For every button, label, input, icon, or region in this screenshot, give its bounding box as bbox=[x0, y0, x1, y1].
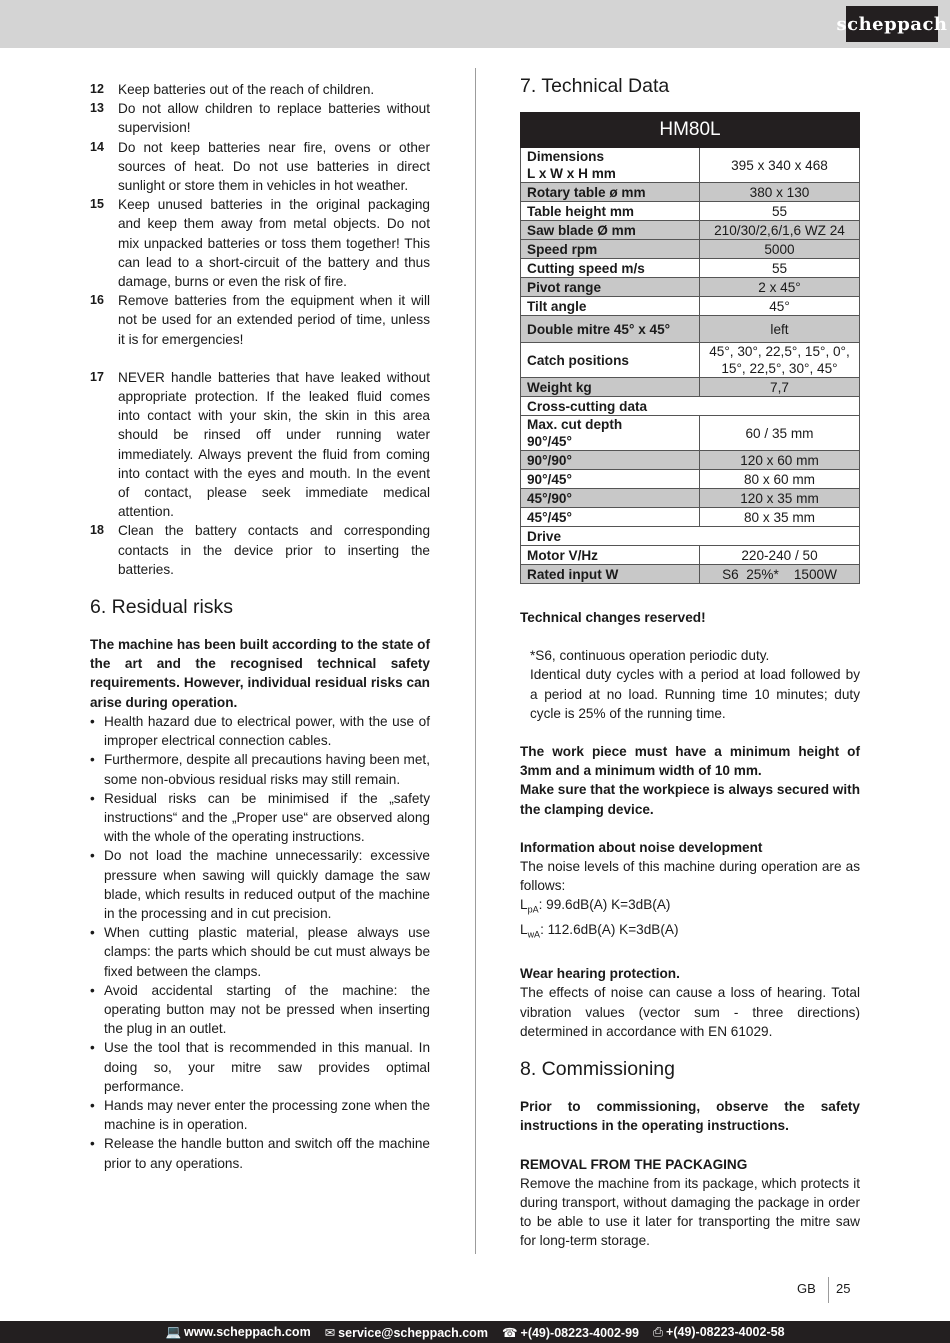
bullet-item: • Do not load the machine unnecessarily: excessive pressure when sawing will quickly damage the saw blade, which results in reduced output of the machine in the processing and in cut precision. bbox=[90, 846, 430, 923]
table-cell-key: Speed rpm bbox=[521, 240, 700, 259]
table-cell-value: 395 x 340 x 468 bbox=[700, 148, 860, 183]
item-text: NEVER handle batteries that have leaked without appropriate protection. If the leaked fluid comes into contact with your skin, the skin in this area should be rinsed off under running water immediately. Always prevent the fluid from coming into contact with the eyes and mouth. In the event of contact, please seek immediate medical attention. bbox=[118, 369, 430, 520]
website-link[interactable]: 💻 www.scheppach.com bbox=[165, 1324, 311, 1339]
list-item bbox=[90, 99, 430, 137]
removal-heading: REMOVAL FROM THE PACKAGING bbox=[520, 1156, 748, 1172]
bullet-item: • When cutting plastic material, please always use clamps: the parts which should be cut must always be fixed between the clamps. bbox=[90, 923, 430, 981]
clamping-requirement: Make sure that the workpiece is always secured with the clamping device. bbox=[520, 782, 860, 817]
table-cell-value: 120 x 60 mm bbox=[700, 451, 860, 470]
list-item bbox=[90, 368, 430, 522]
lwa-value: $L_{wA}$: 112.6dB(A) K=3dB(A) bbox=[520, 922, 679, 941]
table-cell-key: Tilt angle bbox=[521, 297, 700, 316]
table-cell-value: 45° bbox=[700, 297, 860, 316]
table-section-header: Cross-cutting data bbox=[521, 397, 860, 416]
footer-bar bbox=[0, 1321, 950, 1343]
table-cell-value: 45°, 30°, 22,5°, 15°, 0°, 15°, 22,5°, 30°, 45° bbox=[700, 343, 860, 378]
s6-note: *S6, continuous operation periodic duty. bbox=[530, 648, 770, 664]
left-column bbox=[90, 80, 430, 1173]
battery-safety-list bbox=[90, 80, 430, 579]
table-cell-value: 380 x 130 bbox=[700, 183, 860, 202]
table-cell-key: Cutting speed m/s bbox=[521, 259, 700, 278]
hearing-text: The effects of noise can cause a loss of hearing. Total vibration values (vector sum - three directions) determined in accordance with EN 61029. bbox=[520, 985, 860, 1039]
table-cell-key: Rated input W bbox=[521, 565, 700, 584]
phone-number: ☎ +(49)-08223-4002-99 bbox=[501, 1325, 640, 1340]
bullet-item: • Health hazard due to electrical power, with the use of improper electrical connection cables. bbox=[90, 712, 430, 750]
residual-risks-heading: 6. Residual risks bbox=[90, 596, 234, 619]
technical-data-table bbox=[520, 112, 860, 584]
bullet-item: • Use the tool that is recommended in this manual. In doing so, your mitre saw provides optimal performance. bbox=[90, 1038, 430, 1096]
table-cell-key: 90°/90° bbox=[521, 451, 700, 470]
item-number: 18 bbox=[90, 523, 104, 538]
table-cell-value: 210/30/2,6/1,6 WZ 24 bbox=[700, 221, 860, 240]
right-column bbox=[520, 74, 860, 1251]
table-cell-key: Pivot range bbox=[521, 278, 700, 297]
table-cell-value: S6 25%* 1500W bbox=[700, 565, 860, 584]
table-cell-key: Weight kg bbox=[521, 378, 700, 397]
technical-changes-note: Technical changes reserved! bbox=[520, 610, 706, 625]
duty-cycle-text: Identical duty cycles with a period at load followed by a period at no load. Running time 10 minutes; duty cycle is 25% of the running time. bbox=[530, 667, 860, 721]
bullet-item: • Residual risks can be minimised if the „safety instructions“ and the „Proper use“ are observed along with the whole of the operating instructions. bbox=[90, 789, 430, 847]
item-text: Keep batteries out of the reach of children. bbox=[118, 82, 375, 97]
item-number: 17 bbox=[90, 369, 104, 384]
item-number: 14 bbox=[90, 139, 104, 154]
table-cell-key: Catch positions bbox=[521, 343, 700, 378]
residual-risk-list bbox=[90, 712, 430, 1173]
spacer bbox=[90, 349, 430, 368]
table-section-header: Drive bbox=[521, 527, 860, 546]
table-cell-key: Max. cut depth 90°/45° bbox=[521, 416, 700, 451]
removal-text: Remove the machine from its package, which protects it during transport, without damaging the package in order to be able to use it later for transporting the mitre saw for long-term storage. bbox=[520, 1175, 860, 1249]
table-cell-value: 55 bbox=[700, 259, 860, 278]
footer-divider bbox=[828, 1277, 829, 1303]
table-cell-value: 7,7 bbox=[700, 378, 860, 397]
brand-logo: scheppach bbox=[846, 6, 938, 42]
bullet-item: • Hands may never enter the processing zone when the machine is in operation. bbox=[90, 1096, 430, 1134]
table-cell-key: Rotary table ø mm bbox=[521, 183, 700, 202]
table-title: HM80L bbox=[521, 113, 860, 148]
phone-icon: ☎ bbox=[501, 1325, 518, 1340]
language-code: GB bbox=[797, 1281, 816, 1296]
table-cell-value: 80 x 60 mm bbox=[700, 470, 860, 489]
table-cell-value: 220-240 / 50 bbox=[700, 546, 860, 565]
table-cell-key: Saw blade Ø mm bbox=[521, 221, 700, 240]
table-cell-value: 55 bbox=[700, 202, 860, 221]
noise-text: The noise levels of this machine during operation are as follows: bbox=[520, 859, 860, 894]
table-cell-key: 45°/90° bbox=[521, 489, 700, 508]
item-number: 15 bbox=[90, 197, 104, 212]
table-cell-key: Table height mm bbox=[521, 202, 700, 221]
bullet-item: • Release the handle button and switch off the machine prior to any operations. bbox=[90, 1134, 430, 1172]
item-text: Remove batteries from the equipment when it will not be used for an extended period of time, unless it is for emergencies! bbox=[118, 293, 430, 347]
computer-icon: 💻 bbox=[165, 1324, 182, 1339]
fax-icon: ⎙ bbox=[653, 1324, 664, 1339]
table-cell-value: 60 / 35 mm bbox=[700, 416, 860, 451]
bullet-item: • Avoid accidental starting of the machine: the operating button may not be pressed when inserting the plug in an outlet. bbox=[90, 981, 430, 1039]
item-text: Clean the battery contacts and corresponding contacts in the device prior to inserting the batteries. bbox=[118, 523, 430, 577]
table-cell-value: left bbox=[700, 316, 860, 343]
header-bar bbox=[0, 0, 950, 48]
item-number: 16 bbox=[90, 293, 104, 308]
item-number: 13 bbox=[90, 101, 104, 116]
list-item bbox=[90, 80, 430, 99]
item-text: Keep unused batteries in the original packaging and keep them away from metal objects. Do not mix unpacked batteries or toss them together! This can lead to a short-circuit of the battery and thus damage, burns or even the risk of fire. bbox=[118, 197, 430, 290]
table-cell-value: 2 x 45° bbox=[700, 278, 860, 297]
table-cell-key: Dimensions L x W x H mm bbox=[521, 148, 700, 183]
list-item bbox=[90, 195, 430, 291]
column-divider bbox=[475, 68, 476, 1254]
technical-data-heading: 7. Technical Data bbox=[520, 75, 670, 97]
workpiece-requirement: The work piece must have a minimum height of 3mm and a minimum width of 10 mm. bbox=[520, 744, 860, 779]
list-item bbox=[90, 521, 430, 579]
hearing-heading: Wear hearing protection. bbox=[520, 966, 680, 982]
table-cell-value: 80 x 35 mm bbox=[700, 508, 860, 527]
fax-number: ⎙ +(49)-08223-4002-58 bbox=[653, 1324, 785, 1339]
lpa-value: $L_{pA}$: 99.6dB(A) K=3dB(A) bbox=[520, 897, 671, 916]
noise-heading: Information about noise development bbox=[520, 839, 763, 855]
email-link[interactable]: ✉ service@scheppach.com bbox=[324, 1325, 488, 1340]
table-cell-value: 120 x 35 mm bbox=[700, 489, 860, 508]
item-number: 12 bbox=[90, 82, 104, 96]
commissioning-intro: Prior to commissioning, observe the safety instructions in the operating instructions. bbox=[520, 1099, 860, 1134]
bullet-item: • Furthermore, despite all precautions having been met, some non-obvious residual risks may still remain. bbox=[90, 750, 430, 788]
page-number: 25 bbox=[836, 1281, 851, 1296]
table-cell-key: Motor V/Hz bbox=[521, 546, 700, 565]
mail-icon: ✉ bbox=[324, 1325, 336, 1340]
table-cell-value: 5000 bbox=[700, 240, 860, 259]
table-cell-key: 90°/45° bbox=[521, 470, 700, 489]
item-text: Do not keep batteries near fire, ovens or other sources of heat. Do not use batteries in direct sunlight or store them in vehicles in hot weather. bbox=[118, 139, 430, 194]
table-cell-key: 45°/45° bbox=[521, 508, 700, 527]
list-item bbox=[90, 291, 430, 349]
item-text: Do not allow children to replace batteries without supervision! bbox=[118, 101, 430, 136]
table-cell-key: Double mitre 45° x 45° bbox=[521, 316, 700, 343]
list-item bbox=[90, 138, 430, 196]
residual-intro: The machine has been built according to the state of the art and the recognised technical safety requirements. However, individual residual risks can arise during operation. bbox=[90, 637, 430, 710]
commissioning-heading: 8. Commissioning bbox=[520, 1058, 675, 1081]
